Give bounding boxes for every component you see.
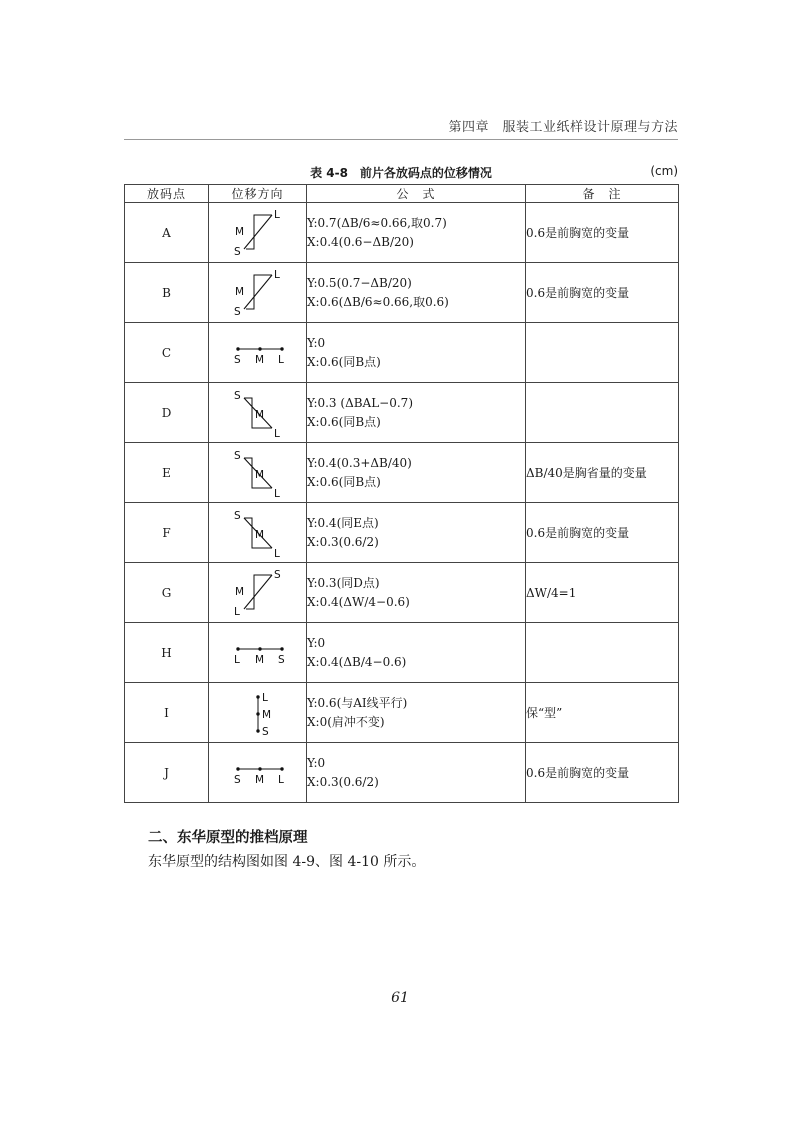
direction-diagram	[218, 385, 298, 441]
formula-y: Y:0	[307, 335, 326, 350]
direction-diagram	[218, 445, 298, 501]
direction-cell	[209, 203, 307, 263]
grade-label-top: L	[273, 208, 280, 221]
arrow-line	[244, 575, 272, 609]
table-row	[125, 683, 679, 743]
column-header-point: 放码点	[125, 185, 209, 203]
formula-y: Y:0.4(同E点)	[307, 515, 379, 530]
note-cell: 0.6是前胸宽的变量	[526, 203, 679, 263]
direction-cell	[209, 263, 307, 323]
formula-cell	[307, 743, 526, 803]
grade-label-top: S	[233, 449, 241, 462]
column-header-formula: 公 式	[307, 185, 526, 203]
note-cell	[526, 623, 679, 683]
grade-label-middle: M	[234, 225, 244, 238]
grade-point-cell: E	[125, 443, 209, 503]
direction-diagram	[218, 745, 298, 801]
grading-table	[124, 184, 679, 803]
formula-x: X:0(肩冲不变)	[307, 714, 385, 729]
arrow-line	[244, 215, 272, 249]
grade-point-dot	[256, 729, 259, 732]
formula-y: Y:0.6(与AI线平行)	[307, 695, 408, 710]
grade-label-right: L	[277, 353, 284, 366]
formula-x: X:0.4(0.6−ΔB/20)	[307, 234, 414, 249]
grade-label-right: L	[277, 773, 284, 786]
table-header-row	[125, 185, 679, 203]
note-cell: 0.6是前胸宽的变量	[526, 743, 679, 803]
grade-point-dot	[256, 712, 259, 715]
table-row	[125, 443, 679, 503]
table-row	[125, 503, 679, 563]
formula-cell	[307, 263, 526, 323]
grade-point-dot	[258, 767, 261, 770]
grade-label-top: L	[273, 268, 280, 281]
grade-point-cell: A	[125, 203, 209, 263]
direction-diagram	[218, 625, 298, 681]
page-number: 61	[391, 990, 409, 1006]
column-header-note: 备 注	[526, 185, 679, 203]
grade-point-dot	[236, 767, 239, 770]
grade-label-bottom: L	[273, 487, 280, 500]
grade-label-bottom: S	[233, 245, 241, 258]
formula-x: X:0.4(ΔW/4−0.6)	[307, 594, 410, 609]
direction-cell	[209, 563, 307, 623]
formula-y: Y:0.4(0.3+ΔB/40)	[307, 455, 412, 470]
direction-diagram	[218, 205, 298, 261]
grade-label-bottom: S	[261, 725, 269, 738]
note-cell: 保“型”	[526, 683, 679, 743]
formula-cell	[307, 203, 526, 263]
formula-cell	[307, 683, 526, 743]
grade-label-bottom: S	[233, 305, 241, 318]
grade-label-middle: M	[234, 285, 244, 298]
grade-point-dot	[256, 695, 259, 698]
direction-diagram	[218, 505, 298, 561]
direction-diagram	[218, 685, 298, 741]
table-row	[125, 563, 679, 623]
direction-cell	[209, 623, 307, 683]
grade-label-middle: M	[254, 353, 264, 366]
grade-label-left: S	[233, 773, 241, 786]
note-cell: ΔW/4=1	[526, 563, 679, 623]
grade-point-dot	[236, 347, 239, 350]
grade-point-cell: B	[125, 263, 209, 323]
grade-label-middle: M	[254, 468, 264, 481]
note-cell: ΔB/40是胸省量的变量	[526, 443, 679, 503]
grade-point-dot	[280, 647, 283, 650]
grade-point-dot	[280, 767, 283, 770]
running-head: 第四章 服装工业纸样设计原理与方法	[448, 120, 678, 135]
grade-point-cell: D	[125, 383, 209, 443]
grade-label-middle: M	[254, 408, 264, 421]
section-title: 二、东华原型的推档原理	[148, 830, 308, 846]
grade-point-dot	[258, 647, 261, 650]
direction-diagram	[218, 325, 298, 381]
grade-label-top: L	[261, 691, 268, 704]
formula-x: X:0.6(同B点)	[307, 474, 381, 489]
note-cell	[526, 323, 679, 383]
table-row	[125, 383, 679, 443]
grade-label-middle: M	[254, 528, 264, 541]
formula-y: Y:0.5(0.7−ΔB/20)	[307, 275, 412, 290]
formula-x: X:0.3(0.6/2)	[307, 534, 379, 549]
table-row	[125, 263, 679, 323]
direction-diagram	[218, 565, 298, 621]
grade-label-middle: M	[234, 585, 244, 598]
direction-cell	[209, 323, 307, 383]
grade-label-bottom: L	[273, 427, 280, 440]
formula-cell	[307, 383, 526, 443]
grade-label-middle: M	[254, 773, 264, 786]
table-caption: 表 4-8 前片各放码点的位移情况	[310, 166, 492, 180]
grade-point-cell: H	[125, 623, 209, 683]
table-row	[125, 323, 679, 383]
table-row	[125, 743, 679, 803]
table-unit: (cm)	[650, 164, 678, 178]
formula-y: Y:0.3 (ΔBAL−0.7)	[307, 395, 414, 410]
formula-y: Y:0.3(同D点)	[307, 575, 380, 590]
grade-label-middle: M	[261, 708, 271, 721]
formula-cell	[307, 563, 526, 623]
grade-point-cell: J	[125, 743, 209, 803]
header-rule	[124, 139, 678, 140]
formula-y: Y:0.7(ΔB/6≈0.66,取0.7)	[307, 215, 447, 230]
formula-cell	[307, 623, 526, 683]
table-body	[125, 203, 679, 803]
direction-cell	[209, 683, 307, 743]
note-cell: 0.6是前胸宽的变量	[526, 263, 679, 323]
column-header-direction: 位移方向	[209, 185, 307, 203]
formula-x: X:0.6(同B点)	[307, 414, 381, 429]
formula-cell	[307, 443, 526, 503]
formula-y: Y:0	[307, 755, 326, 770]
grade-point-dot	[280, 347, 283, 350]
grade-point-cell: G	[125, 563, 209, 623]
formula-x: X:0.4(ΔB/4−0.6)	[307, 654, 407, 669]
formula-x: X:0.6(ΔB/6≈0.66,取0.6)	[307, 294, 449, 309]
grade-point-cell: C	[125, 323, 209, 383]
table-row	[125, 203, 679, 263]
formula-cell	[307, 323, 526, 383]
formula-y: Y:0	[307, 635, 326, 650]
arrow-line	[244, 275, 272, 309]
table-caption-row	[124, 164, 678, 182]
grade-label-top: S	[273, 568, 281, 581]
direction-cell	[209, 503, 307, 563]
grade-label-left: S	[233, 353, 241, 366]
direction-diagram	[218, 265, 298, 321]
grade-label-bottom: L	[233, 605, 240, 618]
body-paragraph: 东华原型的结构图如图 4-9、图 4-10 所示。	[148, 854, 426, 870]
note-cell: 0.6是前胸宽的变量	[526, 503, 679, 563]
note-cell	[526, 383, 679, 443]
grade-point-cell: I	[125, 683, 209, 743]
grade-label-bottom: L	[273, 547, 280, 560]
grade-point-cell: F	[125, 503, 209, 563]
direction-cell	[209, 443, 307, 503]
formula-x: X:0.6(同B点)	[307, 354, 381, 369]
direction-cell	[209, 383, 307, 443]
grade-label-right: S	[277, 653, 285, 666]
grade-point-dot	[258, 347, 261, 350]
grade-label-left: L	[233, 653, 240, 666]
formula-cell	[307, 503, 526, 563]
grade-label-top: S	[233, 509, 241, 522]
grade-label-top: S	[233, 389, 241, 402]
direction-cell	[209, 743, 307, 803]
grade-point-dot	[236, 647, 239, 650]
grade-label-middle: M	[254, 653, 264, 666]
formula-x: X:0.3(0.6/2)	[307, 774, 379, 789]
table-row	[125, 623, 679, 683]
